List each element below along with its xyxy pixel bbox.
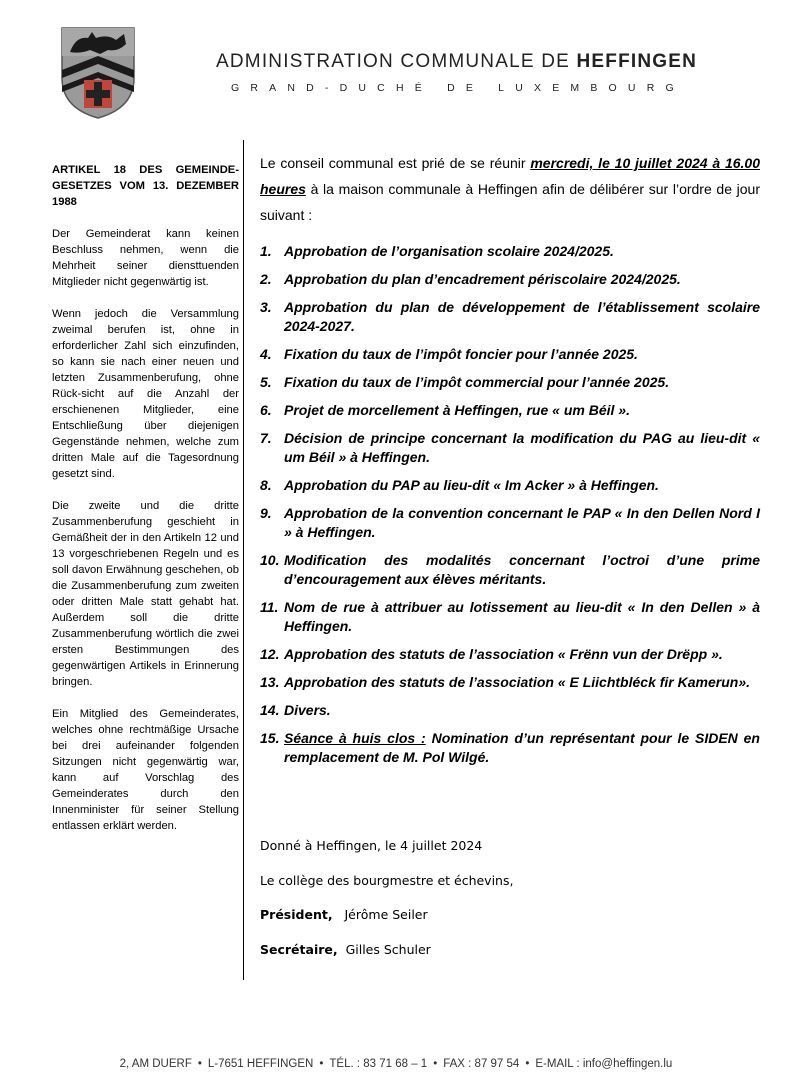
main-content xyxy=(260,150,760,776)
page-footer: 2, AM DUERF • L-7651 HEFFINGEN • TÉL. : 83 71 68 – 1 • FAX : 87 97 54 • E-MAIL : info@heffingen.lu xyxy=(119,1058,673,1070)
title-prefix: ADMINISTRATION COMMUNALE DE xyxy=(216,51,577,72)
college-line: Le collège des bourgmestre et échevins, xyxy=(260,873,514,888)
column-divider xyxy=(243,140,244,980)
agenda-item: 7. Décision de principe concernant la modification du PAG au lieu-dit « um Béil » à Heffingen. xyxy=(260,430,760,465)
agenda-item: 2. Approbation du plan d’encadrement périscolaire 2024/2025. xyxy=(260,271,681,287)
agenda-item: 11. Nom de rue à attribuer au lotissement au lieu-dit « In den Dellen » à Heffingen. xyxy=(260,599,760,634)
page-title xyxy=(216,51,697,73)
agenda-item: 13. Approbation des statuts de l’association « E Liichtbléck fir Kamerun». xyxy=(260,674,750,690)
intro-paragraph: Le conseil communal est prié de se réunir mercredi, le 10 juillet 2024 à 16.00 heures à la maison communale à Heffingen afin de délibérer sur l’ordre de jour suivant : xyxy=(260,155,760,223)
sidebar-paragraph: Ein Mitglied des Gemeinderates, welches ohne rechtmäßige Ursache bei drei aufeinander folgenden Sitzungen nicht gegenwärtig war, kann auf Vorschlag des Gemeinderates durch den Innenminister für seiner Stellung entlassen erklärt werden. xyxy=(52,708,239,832)
sidebar-paragraph: Die zweite und die dritte Zusammenberufung geschieht in Gemäßheit der in den Artikeln 12 und 13 vorgeschriebenen Regeln und es soll davon Erwähnung geschehen, ob die Zusammenberufung zum zweiten oder dritten Male statt gehabt hat. Außerdem soll die dritte Zusammenberufung wörtlich die zwei ersten Bestimmungen des gegenwärtigen Artikels in Erinnerung bringen. xyxy=(52,500,239,688)
sidebar-paragraph: Der Gemeinderat kann keinen Beschluss nehmen, wenn die Mehrheit seiner diensttuenden Mitglieder nicht gegenwärtig ist. xyxy=(52,228,239,288)
given-date: Donné à Heffingen, le 4 juillet 2024 xyxy=(260,838,483,853)
agenda-item: 6. Projet de morcellement à Heffingen, rue « um Béil ». xyxy=(260,402,630,418)
title-commune-name: HEFFINGEN xyxy=(576,51,698,72)
page-subtitle: GRAND-DUCHÉ DE LUXEMBOURG xyxy=(231,82,685,94)
president-line: Président, Jérôme Seiler xyxy=(260,907,428,922)
agenda-item: 12. Approbation des statuts de l’association « Frënn vun der Drëpp ». xyxy=(260,646,723,662)
agenda-item: 15. Séance à huis clos : Nomination d’un représentant pour le SIDEN en remplacement de M. Pol Wilgé. xyxy=(260,730,760,765)
closed-session-label: Séance à huis clos : xyxy=(284,730,426,746)
legal-sidebar xyxy=(52,162,239,850)
secretary-line: Secrétaire, Gilles Schuler xyxy=(260,942,431,957)
footer-email: E-MAIL : info@heffingen.lu xyxy=(535,1058,673,1070)
agenda-item: 5. Fixation du taux de l’impôt commercial pour l’année 2025. xyxy=(260,374,670,390)
meeting-date: mercredi, le 10 juillet 2024 à 16.00 heures xyxy=(260,155,760,197)
agenda-item: 1. Approbation de l’organisation scolaire 2024/2025. xyxy=(260,243,614,259)
sidebar-heading: ARTIKEL 18 DES GEMEINDE-GESETZES VOM 13. DEZEMBER 1988 xyxy=(52,164,239,208)
coat-of-arms-icon xyxy=(60,26,136,120)
agenda-list xyxy=(260,242,760,767)
sidebar-paragraph: Wenn jedoch die Versammlung zweimal berufen ist, ohne in erforderlicher Zahl sich einzufinden, so kann sie nach einer neuen und letzten Zusammenberufung, ohne Rück-sicht auf die Anzahl der erschienenen Mitglieder, eine Entschließung über diejenigen Gegenstände nehmen, welche zum dritten Male auf die Tagesordnung gesetzt sind. xyxy=(52,308,239,480)
agenda-item: 3. Approbation du plan de développement de l’établissement scolaire 2024-2027. xyxy=(260,299,760,334)
agenda-item: 10. Modification des modalités concernant l’octroi d’une prime d’encouragement aux élèves méritants. xyxy=(260,552,760,587)
agenda-item: 4. Fixation du taux de l’impôt foncier pour l’année 2025. xyxy=(260,346,638,362)
agenda-item: 9. Approbation de la convention concernant le PAP « In den Dellen Nord I » à Heffingen. xyxy=(260,505,760,540)
agenda-item: 14. Divers. xyxy=(260,702,331,718)
agenda-item: 8. Approbation du PAP au lieu-dit « Im Acker » à Heffingen. xyxy=(260,477,659,493)
